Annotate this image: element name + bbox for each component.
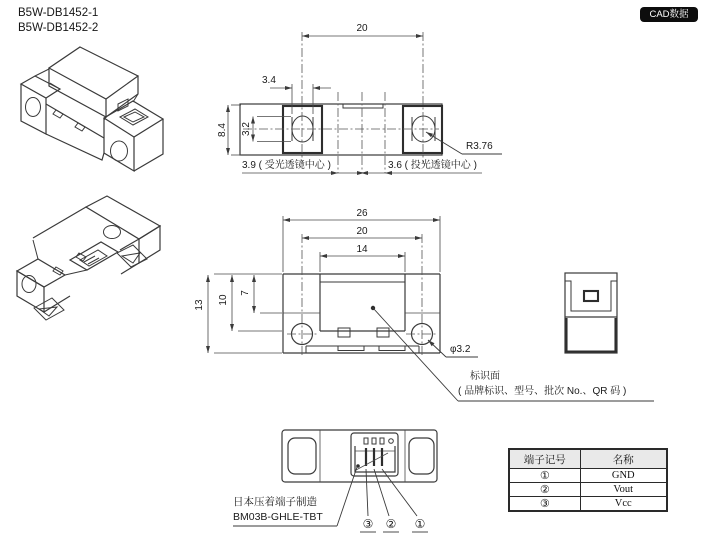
pin-1-callout: ①: [414, 517, 426, 531]
name-col-header: 名称: [580, 449, 667, 469]
pin-2-callout: ②: [385, 517, 397, 531]
part-number-1: B5W-DB1452-1: [18, 7, 99, 19]
table-row: [509, 497, 667, 512]
part-number-2: B5W-DB1452-2: [18, 21, 99, 34]
table-row: [509, 483, 667, 497]
isometric-view-bottom: [17, 196, 160, 320]
side-view-drawing: [565, 273, 617, 353]
marking-face-detail: ( 品牌标识、型号、批次 No.、QR 码 ): [458, 386, 627, 397]
dim-top-height: 8.4: [217, 123, 228, 137]
marking-face-label: 标识面: [470, 371, 500, 382]
top-view-drawing: [240, 32, 442, 173]
dim-13: 13: [194, 299, 205, 311]
bottom-view-drawing: [282, 430, 437, 482]
dim-26: 26: [356, 208, 368, 219]
terminal-2: ②: [509, 483, 580, 497]
dim-lens-height: 3.2: [241, 122, 252, 136]
front-view-dimensions: [206, 216, 654, 401]
dim-top-width: 20: [356, 23, 368, 34]
terminal-1: ①: [509, 469, 580, 483]
isometric-view-top: [21, 47, 163, 171]
hole-diameter-label: φ3.2: [450, 344, 471, 355]
part-numbers: [18, 6, 98, 35]
terminal-3: ③: [509, 497, 580, 512]
emitter-lens-label: 3.6 ( 投光透镜中心 ): [388, 160, 477, 171]
terminal-3-name: Vcc: [580, 497, 667, 512]
cad-data-badge[interactable]: CAD数据: [640, 7, 698, 22]
connector-maker-label: 日本压着端子制造: [233, 496, 317, 508]
dim-10: 10: [218, 294, 229, 306]
pin-3-callout: ③: [362, 517, 374, 531]
terminal-table: [508, 448, 668, 512]
terminal-col-header: 端子记号: [509, 449, 580, 469]
table-row: [509, 469, 667, 483]
connector-model-label: BM03B-GHLE-TBT: [233, 511, 323, 523]
terminal-1-name: GND: [580, 469, 667, 483]
terminal-table-header-row: [509, 449, 667, 469]
radius-label: R3.76: [466, 141, 493, 152]
terminal-2-name: Vout: [580, 483, 667, 497]
dim-7: 7: [240, 290, 251, 296]
dim-lens-width: 3.4: [262, 75, 276, 86]
receiver-lens-label: 3.9 ( 受光透镜中心 ): [242, 160, 331, 171]
dim-14: 14: [356, 244, 368, 255]
dim-20: 20: [356, 226, 368, 237]
